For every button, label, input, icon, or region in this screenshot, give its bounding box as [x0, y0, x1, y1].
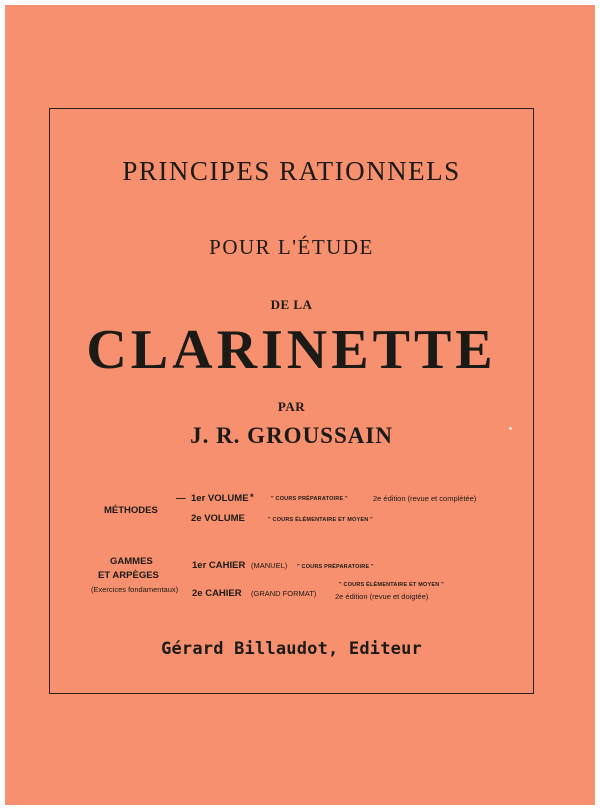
cahier1-subtitle: " COURS PRÉPARATOIRE " [297, 564, 374, 570]
title-frame [49, 108, 534, 694]
cahier1-label: 1er CAHIER [192, 560, 246, 571]
title-line-2: POUR L'ÉTUDE [209, 235, 374, 259]
methodes-label: MÉTHODES [104, 505, 158, 516]
publisher-name: Gérard Billaudot, Editeur [161, 639, 422, 659]
by-label: PAR [277, 399, 306, 414]
title-line-1: PRINCIPES RATIONNELS [122, 156, 461, 186]
main-title: CLARINETTE [86, 319, 497, 381]
volume2-subtitle: " COURS ÉLÉMENTAIRE ET MOYEN " [268, 517, 373, 523]
gammes-label-1: GAMMES [110, 556, 153, 567]
cahier2-edition: 2e édition (revue et doigtée) [335, 592, 429, 601]
cahier2-format: (GRAND FORMAT) [251, 589, 317, 598]
cahier2-label: 2e CAHIER [192, 588, 242, 599]
cahier2-subtitle: " COURS ÉLÉMENTAIRE ET MOYEN " [339, 582, 444, 588]
gammes-label-3: (Exercices fondamentaux) [91, 585, 179, 594]
volume1-label: 1er VOLUME [191, 493, 249, 504]
author-name: J. R. GROUSSAIN [190, 423, 393, 448]
cahier1-format: (MANUEL) [251, 561, 288, 570]
volume1-edition: 2e édition (revue et complétée) [373, 494, 477, 503]
speck [509, 427, 512, 430]
volume1-dash: — [176, 493, 186, 504]
book-cover [5, 5, 595, 805]
volume1-subtitle: " COURS PRÉPARATOIRE " [271, 496, 348, 502]
gammes-label-2: ET ARPÈGES [98, 570, 159, 581]
volume2-label: 2e VOLUME [191, 513, 245, 524]
volume1-star: * [250, 492, 254, 503]
title-line-3: DE LA [270, 297, 313, 312]
